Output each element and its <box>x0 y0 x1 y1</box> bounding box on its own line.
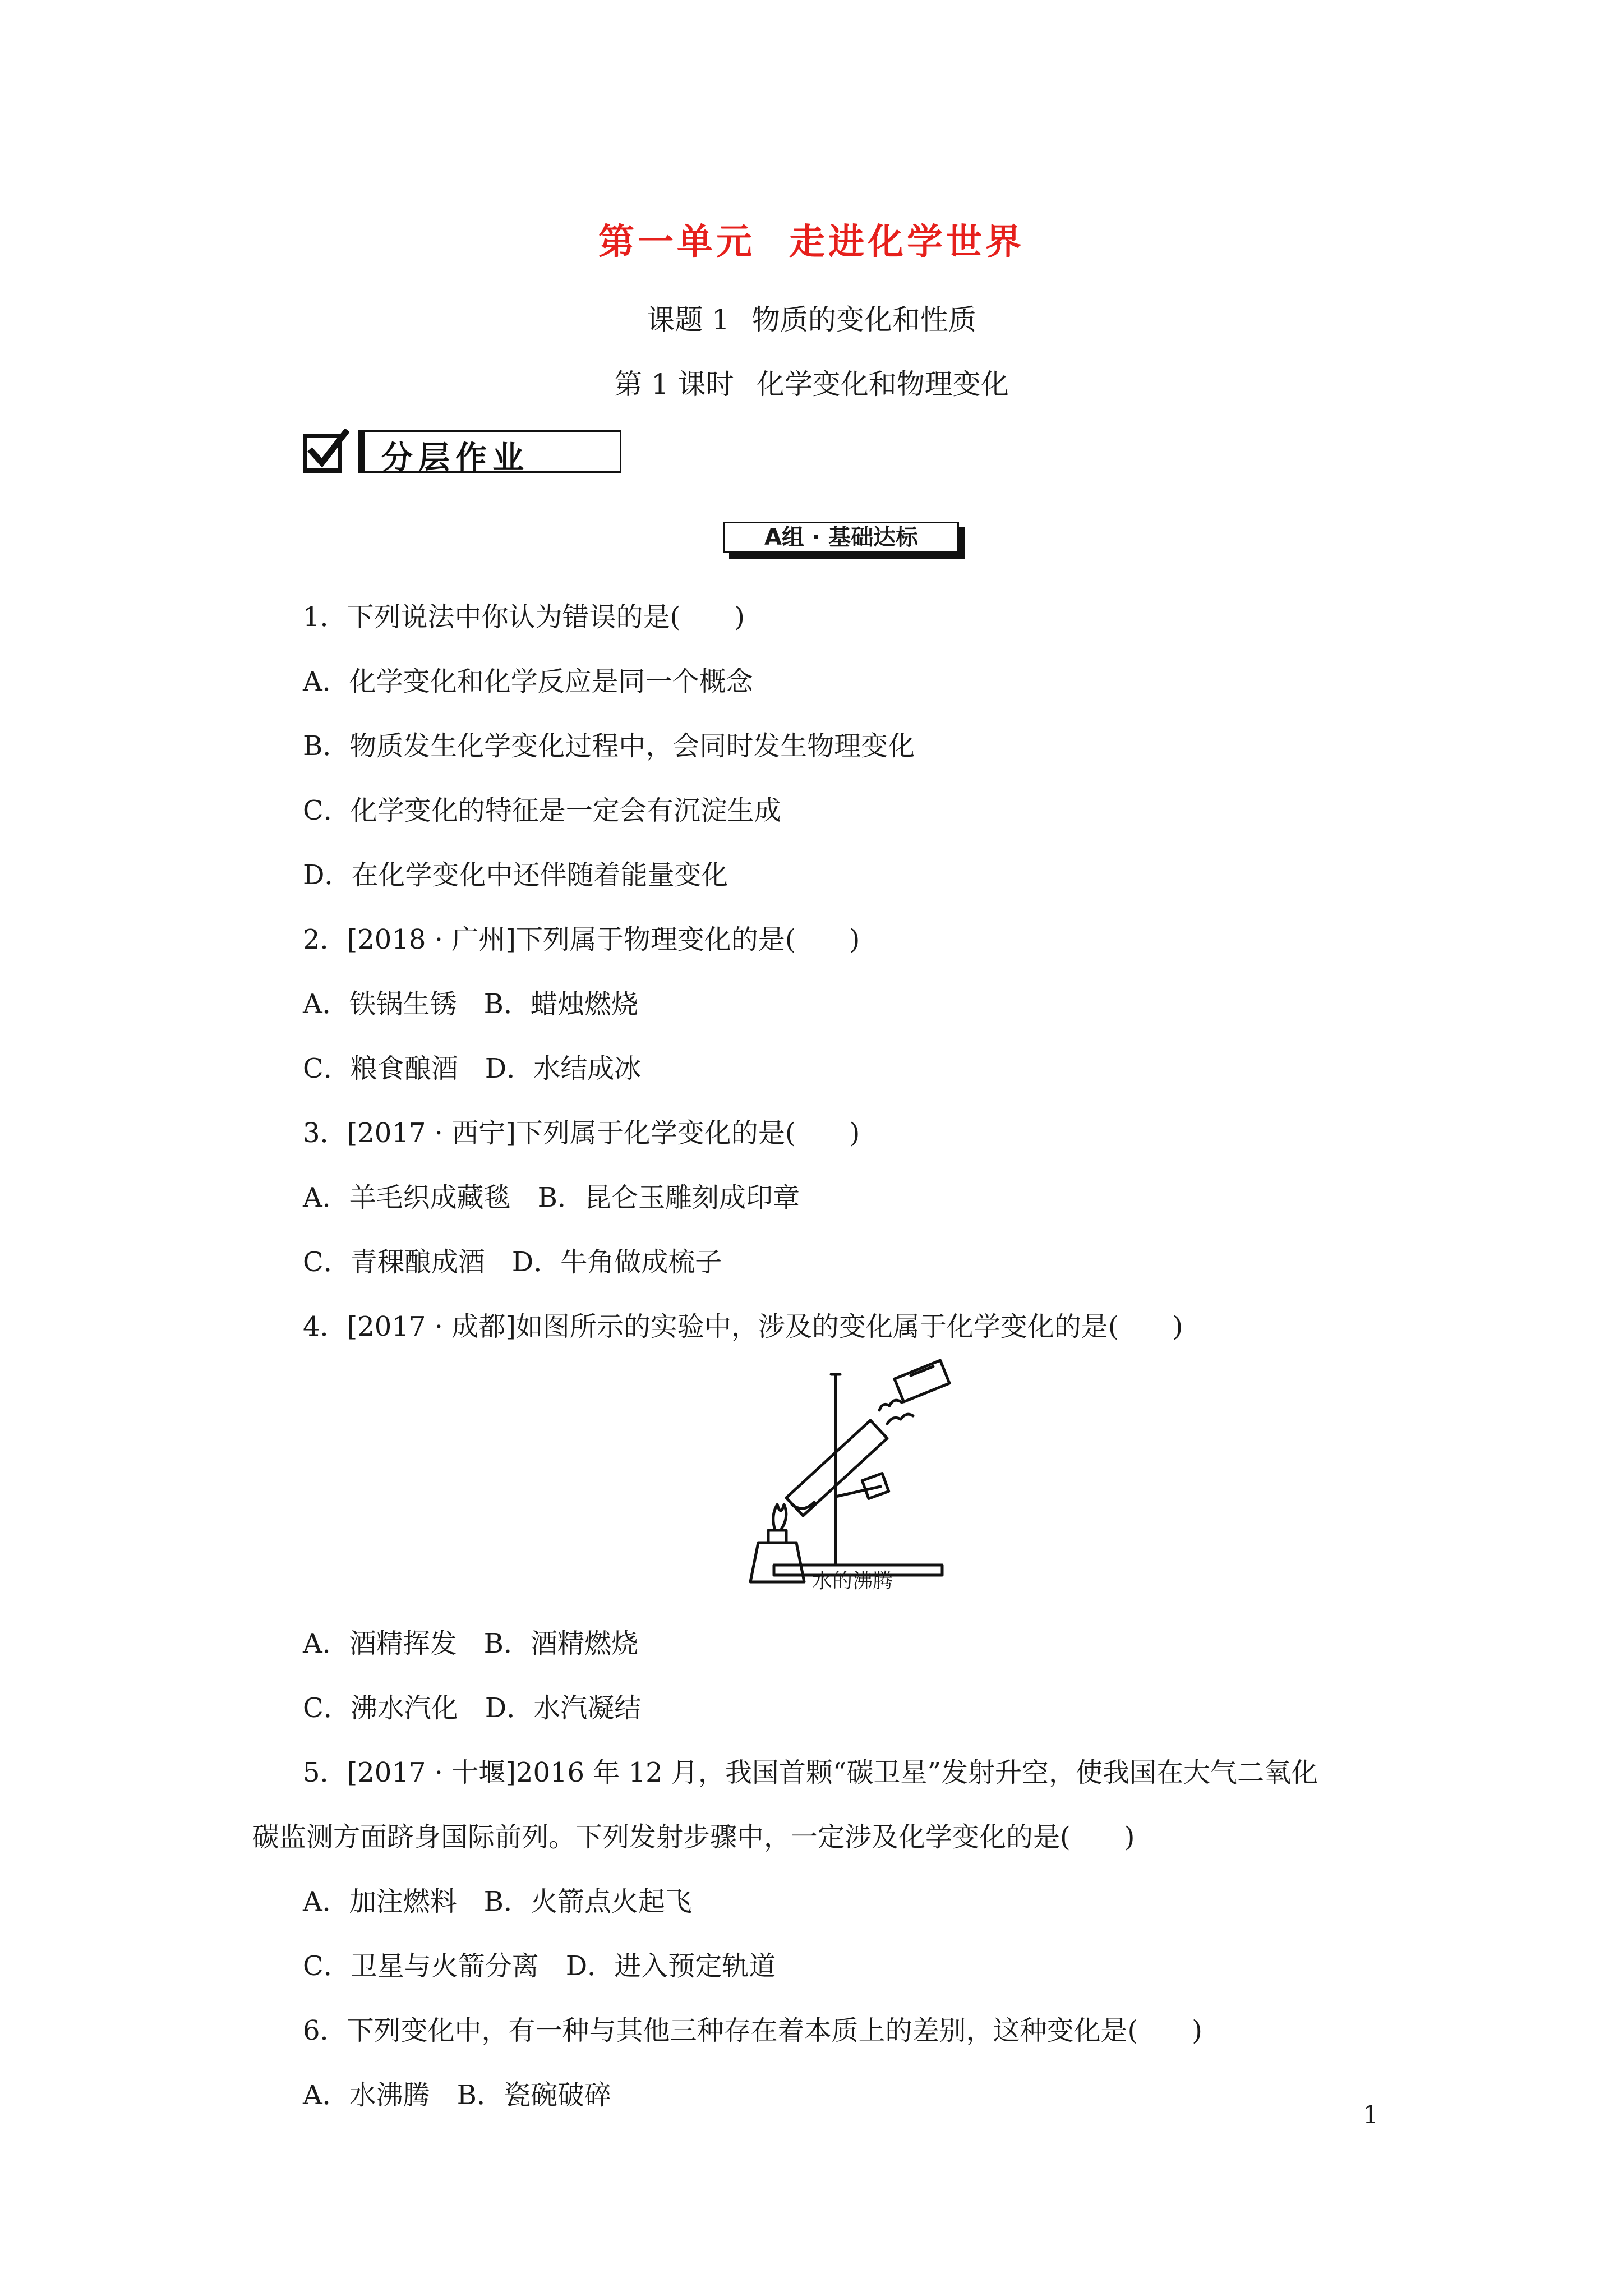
question-2-stem: 2．[2018 · 广州]下列属于物理变化的是( ) <box>303 924 860 955</box>
question-1-option-d: D．在化学变化中还伴随着能量变化 <box>303 859 728 891</box>
question-6-stem: 6．下列变化中，有一种与其他三种存在着本质上的差别，这种变化是( ) <box>303 2015 1202 2046</box>
question-1-option-c: C．化学变化的特征是一定会有沉淀生成 <box>303 795 781 826</box>
unit-name: 走进化学世界 <box>789 222 1025 263</box>
lesson-name: 物质的变化和性质 <box>751 303 976 336</box>
unit-number: 第一单元 <box>598 222 755 263</box>
lesson-title <box>0 297 1623 338</box>
question-4-options-cd: C．沸水汽化 D．水汽凝结 <box>303 1692 642 1724</box>
question-5-options-cd: C．卫星与火箭分离 D．进入预定轨道 <box>303 1950 776 1982</box>
question-6-options-ab: A．水沸腾 B．瓷碗破碎 <box>303 2079 611 2111</box>
lesson-number: 课题 1 <box>647 303 730 336</box>
question-2-options-cd: C．粮食酿酒 D．水结成冰 <box>303 1053 642 1084</box>
question-4-options-ab: A．酒精挥发 B．酒精燃烧 <box>303 1628 638 1659</box>
badge-frame <box>358 430 621 476</box>
group-header <box>723 522 970 559</box>
period-number: 第 1 课时 <box>614 368 734 401</box>
period-title <box>0 362 1623 402</box>
page-number: 1 <box>1363 2101 1378 2129</box>
badge-label: 分层作业 <box>381 440 529 476</box>
question-1-stem: 1．下列说法中你认为错误的是( ) <box>303 601 745 633</box>
question-1-option-a: A．化学变化和化学反应是同一个概念 <box>303 666 753 697</box>
question-4-stem: 4．[2017 · 成都]如图所示的实验中，涉及的变化属于化学变化的是( ) <box>303 1311 1183 1342</box>
checkbox-check-icon <box>303 429 349 475</box>
question-5-stem-line-2: 碳监测方面跻身国际前列。下列发射步骤中，一定涉及化学变化的是( ) <box>252 1821 1135 1853</box>
group-label: A组 · 基础达标 <box>723 522 959 553</box>
question-1-option-b: B．物质发生化学变化过程中，会同时发生物理变化 <box>303 730 915 762</box>
figure-caption: 水的沸腾 <box>811 1570 893 1593</box>
question-5-options-ab: A．加注燃料 B．火箭点火起飞 <box>303 1886 692 1917</box>
question-3-options-cd: C．青稞酿成酒 D．牛角做成梳子 <box>303 1246 722 1278</box>
question-3-stem: 3．[2017 · 西宁]下列属于化学变化的是( ) <box>303 1117 860 1149</box>
unit-title <box>0 213 1623 265</box>
question-5-stem-line-1: 5．[2017 · 十堰]2016 年 12 月，我国首颗“碳卫星”发射升空，使我国在大气二氧化 <box>303 1757 1318 1788</box>
question-2-options-ab: A．铁锅生锈 B．蜡烛燃烧 <box>303 988 638 1020</box>
period-name: 化学变化和物理变化 <box>756 368 1009 401</box>
question-3-options-ab: A．羊毛织成藏毯 B．昆仑玉雕刻成印章 <box>303 1182 800 1213</box>
